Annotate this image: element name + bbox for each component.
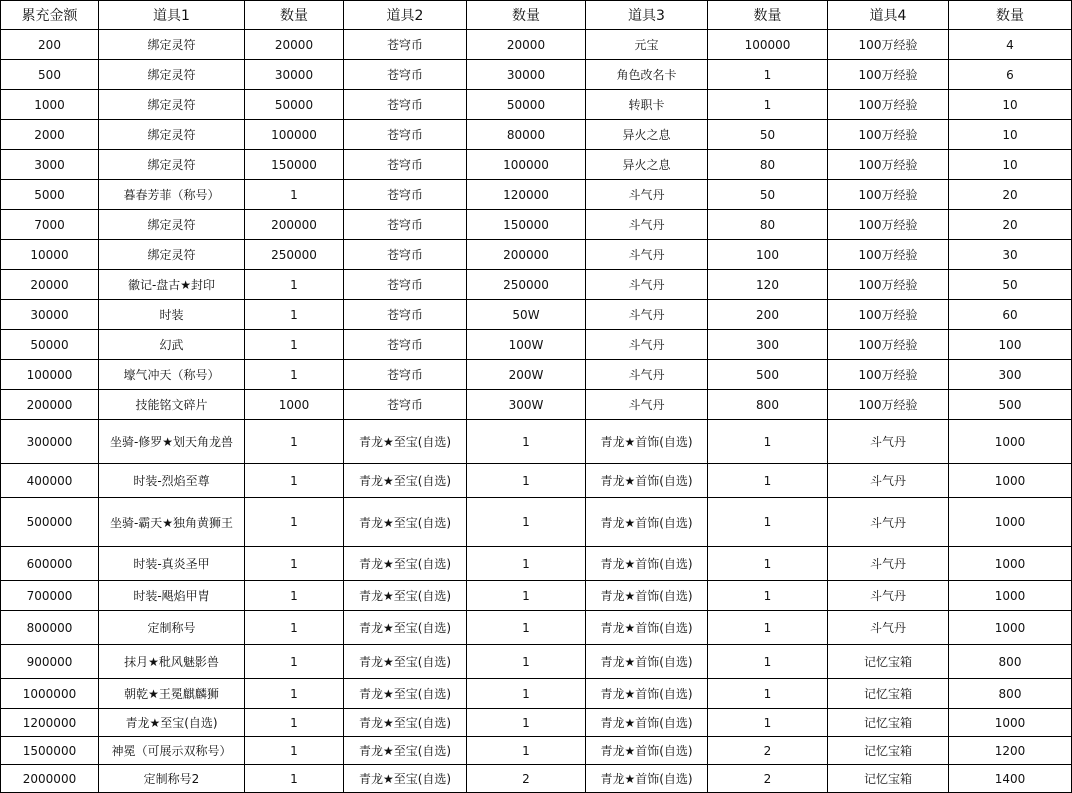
cell-item1: 绑定灵符 bbox=[99, 90, 245, 120]
table-row bbox=[1, 737, 1072, 765]
cell-item4: 100万经验 bbox=[828, 210, 949, 240]
cell-item4: 记忆宝箱 bbox=[828, 709, 949, 737]
cell-qty1: 1 bbox=[245, 330, 344, 360]
cell-qty4: 1000 bbox=[949, 547, 1072, 581]
cell-qty2: 2 bbox=[467, 765, 586, 793]
cell-item1: 时装-烈焰至尊 bbox=[99, 464, 245, 498]
cell-item1: 幻武 bbox=[99, 330, 245, 360]
header-item1: 道具1 bbox=[99, 1, 245, 30]
header-item3: 道具3 bbox=[586, 1, 708, 30]
cell-item4: 100万经验 bbox=[828, 270, 949, 300]
cell-item4: 记忆宝箱 bbox=[828, 679, 949, 709]
cell-item4: 100万经验 bbox=[828, 330, 949, 360]
cell-amount: 7000 bbox=[1, 210, 99, 240]
cell-qty4: 60 bbox=[949, 300, 1072, 330]
table-row bbox=[1, 498, 1072, 547]
cell-qty4: 1000 bbox=[949, 464, 1072, 498]
cell-qty2: 100000 bbox=[467, 150, 586, 180]
cell-qty2: 1 bbox=[467, 611, 586, 645]
cell-amount: 5000 bbox=[1, 180, 99, 210]
cell-amount: 600000 bbox=[1, 547, 99, 581]
table-row bbox=[1, 90, 1072, 120]
cell-item4: 斗气丹 bbox=[828, 547, 949, 581]
cell-qty1: 1 bbox=[245, 180, 344, 210]
cell-qty2: 50000 bbox=[467, 90, 586, 120]
cell-item3: 斗气丹 bbox=[586, 390, 708, 420]
cell-item4: 100万经验 bbox=[828, 60, 949, 90]
cell-qty1: 150000 bbox=[245, 150, 344, 180]
cell-amount: 500000 bbox=[1, 498, 99, 547]
cell-item1: 绑定灵符 bbox=[99, 60, 245, 90]
cell-item2: 青龙★至宝(自选) bbox=[344, 498, 467, 547]
cell-amount: 900000 bbox=[1, 645, 99, 679]
cell-item2: 青龙★至宝(自选) bbox=[344, 464, 467, 498]
cell-amount: 800000 bbox=[1, 611, 99, 645]
cell-item1: 壕气冲天（称号） bbox=[99, 360, 245, 390]
cell-item3: 角色改名卡 bbox=[586, 60, 708, 90]
cell-item2: 青龙★至宝(自选) bbox=[344, 679, 467, 709]
table-row bbox=[1, 390, 1072, 420]
cell-amount: 200 bbox=[1, 30, 99, 60]
cell-item4: 斗气丹 bbox=[828, 464, 949, 498]
table-row bbox=[1, 180, 1072, 210]
cell-item3: 青龙★首饰(自选) bbox=[586, 464, 708, 498]
cell-qty3: 1 bbox=[708, 709, 828, 737]
cell-amount: 700000 bbox=[1, 581, 99, 611]
cell-item2: 青龙★至宝(自选) bbox=[344, 420, 467, 464]
cell-item2: 苍穹币 bbox=[344, 390, 467, 420]
header-qty3: 数量 bbox=[708, 1, 828, 30]
cell-qty1: 1 bbox=[245, 270, 344, 300]
cell-item4: 100万经验 bbox=[828, 240, 949, 270]
cell-item4: 斗气丹 bbox=[828, 581, 949, 611]
cell-qty4: 800 bbox=[949, 679, 1072, 709]
cell-item3: 青龙★首饰(自选) bbox=[586, 645, 708, 679]
cell-qty2: 200W bbox=[467, 360, 586, 390]
cell-qty3: 1 bbox=[708, 581, 828, 611]
cell-qty1: 1 bbox=[245, 581, 344, 611]
cell-qty3: 50 bbox=[708, 180, 828, 210]
cell-qty3: 2 bbox=[708, 737, 828, 765]
cell-item3: 青龙★首饰(自选) bbox=[586, 737, 708, 765]
table-row bbox=[1, 60, 1072, 90]
cell-item2: 苍穹币 bbox=[344, 120, 467, 150]
table-body bbox=[1, 30, 1072, 793]
cell-item1: 绑定灵符 bbox=[99, 120, 245, 150]
cell-qty1: 1000 bbox=[245, 390, 344, 420]
cell-qty3: 100000 bbox=[708, 30, 828, 60]
cell-item1: 徽记-盘古★封印 bbox=[99, 270, 245, 300]
cell-item1: 神冕（可展示双称号） bbox=[99, 737, 245, 765]
cell-item3: 青龙★首饰(自选) bbox=[586, 420, 708, 464]
cell-qty3: 80 bbox=[708, 210, 828, 240]
cell-item1: 暮春芳菲（称号） bbox=[99, 180, 245, 210]
table-row bbox=[1, 547, 1072, 581]
cell-item3: 斗气丹 bbox=[586, 180, 708, 210]
table-row bbox=[1, 210, 1072, 240]
cell-qty4: 1000 bbox=[949, 709, 1072, 737]
cell-qty4: 500 bbox=[949, 390, 1072, 420]
cell-item1: 定制称号2 bbox=[99, 765, 245, 793]
cell-item2: 苍穹币 bbox=[344, 150, 467, 180]
cell-item3: 斗气丹 bbox=[586, 360, 708, 390]
cell-qty4: 1000 bbox=[949, 498, 1072, 547]
cell-qty2: 300W bbox=[467, 390, 586, 420]
cell-item2: 青龙★至宝(自选) bbox=[344, 611, 467, 645]
cell-item2: 苍穹币 bbox=[344, 270, 467, 300]
cell-qty1: 1 bbox=[245, 765, 344, 793]
cell-qty4: 4 bbox=[949, 30, 1072, 60]
cell-item2: 青龙★至宝(自选) bbox=[344, 765, 467, 793]
cell-item3: 青龙★首饰(自选) bbox=[586, 679, 708, 709]
cell-item3: 转职卡 bbox=[586, 90, 708, 120]
cell-item1: 绑定灵符 bbox=[99, 150, 245, 180]
cell-item3: 青龙★首饰(自选) bbox=[586, 611, 708, 645]
table-row bbox=[1, 120, 1072, 150]
cell-item4: 记忆宝箱 bbox=[828, 737, 949, 765]
cell-item3: 斗气丹 bbox=[586, 210, 708, 240]
cell-item1: 定制称号 bbox=[99, 611, 245, 645]
cell-item3: 青龙★首饰(自选) bbox=[586, 547, 708, 581]
cell-item1: 绑定灵符 bbox=[99, 210, 245, 240]
cell-qty4: 1400 bbox=[949, 765, 1072, 793]
cell-item1: 技能铭文碎片 bbox=[99, 390, 245, 420]
table-row bbox=[1, 709, 1072, 737]
cell-item2: 苍穹币 bbox=[344, 240, 467, 270]
table-row bbox=[1, 765, 1072, 793]
cell-item4: 100万经验 bbox=[828, 90, 949, 120]
cell-amount: 1200000 bbox=[1, 709, 99, 737]
cell-item3: 斗气丹 bbox=[586, 270, 708, 300]
cell-qty2: 50W bbox=[467, 300, 586, 330]
cell-qty3: 50 bbox=[708, 120, 828, 150]
table-row bbox=[1, 300, 1072, 330]
cell-amount: 2000000 bbox=[1, 765, 99, 793]
header-item4: 道具4 bbox=[828, 1, 949, 30]
cell-qty4: 1000 bbox=[949, 611, 1072, 645]
cell-item2: 苍穹币 bbox=[344, 30, 467, 60]
cell-qty1: 1 bbox=[245, 611, 344, 645]
cell-amount: 3000 bbox=[1, 150, 99, 180]
cell-qty2: 100W bbox=[467, 330, 586, 360]
cell-qty2: 1 bbox=[467, 498, 586, 547]
cell-qty1: 1 bbox=[245, 498, 344, 547]
cell-qty2: 1 bbox=[467, 737, 586, 765]
cell-amount: 2000 bbox=[1, 120, 99, 150]
cell-item2: 青龙★至宝(自选) bbox=[344, 645, 467, 679]
cell-qty1: 30000 bbox=[245, 60, 344, 90]
cell-amount: 100000 bbox=[1, 360, 99, 390]
cell-qty3: 1 bbox=[708, 547, 828, 581]
cell-item4: 100万经验 bbox=[828, 30, 949, 60]
cell-qty3: 800 bbox=[708, 390, 828, 420]
table-row bbox=[1, 330, 1072, 360]
cell-item2: 苍穹币 bbox=[344, 90, 467, 120]
cell-item4: 记忆宝箱 bbox=[828, 765, 949, 793]
cell-item3: 青龙★首饰(自选) bbox=[586, 581, 708, 611]
cell-qty3: 500 bbox=[708, 360, 828, 390]
cell-amount: 500 bbox=[1, 60, 99, 90]
table-row bbox=[1, 150, 1072, 180]
cell-item3: 斗气丹 bbox=[586, 330, 708, 360]
header-item2: 道具2 bbox=[344, 1, 467, 30]
cell-amount: 1000000 bbox=[1, 679, 99, 709]
cell-qty1: 1 bbox=[245, 645, 344, 679]
cell-qty3: 1 bbox=[708, 420, 828, 464]
cell-qty4: 10 bbox=[949, 90, 1072, 120]
cell-qty4: 10 bbox=[949, 150, 1072, 180]
cell-amount: 30000 bbox=[1, 300, 99, 330]
cell-item2: 青龙★至宝(自选) bbox=[344, 737, 467, 765]
cell-qty1: 50000 bbox=[245, 90, 344, 120]
cell-qty3: 100 bbox=[708, 240, 828, 270]
cell-item4: 100万经验 bbox=[828, 180, 949, 210]
cell-qty4: 10 bbox=[949, 120, 1072, 150]
cell-qty1: 1 bbox=[245, 360, 344, 390]
cell-item2: 青龙★至宝(自选) bbox=[344, 709, 467, 737]
cell-qty1: 1 bbox=[245, 464, 344, 498]
cell-amount: 1000 bbox=[1, 90, 99, 120]
cell-qty2: 20000 bbox=[467, 30, 586, 60]
cell-item1: 青龙★至宝(自选) bbox=[99, 709, 245, 737]
cell-item2: 青龙★至宝(自选) bbox=[344, 547, 467, 581]
cell-qty4: 100 bbox=[949, 330, 1072, 360]
cell-qty3: 200 bbox=[708, 300, 828, 330]
cell-item4: 100万经验 bbox=[828, 150, 949, 180]
cell-qty2: 1 bbox=[467, 547, 586, 581]
cell-qty1: 1 bbox=[245, 547, 344, 581]
cell-qty2: 1 bbox=[467, 709, 586, 737]
cell-qty3: 1 bbox=[708, 464, 828, 498]
cell-item1: 时装 bbox=[99, 300, 245, 330]
cell-qty1: 20000 bbox=[245, 30, 344, 60]
cell-item4: 斗气丹 bbox=[828, 498, 949, 547]
cell-qty1: 200000 bbox=[245, 210, 344, 240]
cell-item2: 苍穹币 bbox=[344, 180, 467, 210]
cell-qty2: 200000 bbox=[467, 240, 586, 270]
cell-qty3: 80 bbox=[708, 150, 828, 180]
cell-qty2: 1 bbox=[467, 679, 586, 709]
cell-qty3: 1 bbox=[708, 90, 828, 120]
cell-qty1: 1 bbox=[245, 709, 344, 737]
cell-item4: 斗气丹 bbox=[828, 611, 949, 645]
cell-qty4: 1000 bbox=[949, 420, 1072, 464]
cell-qty2: 250000 bbox=[467, 270, 586, 300]
cell-item4: 100万经验 bbox=[828, 390, 949, 420]
cell-item4: 记忆宝箱 bbox=[828, 645, 949, 679]
table-row bbox=[1, 611, 1072, 645]
cell-item3: 青龙★首饰(自选) bbox=[586, 709, 708, 737]
cell-qty4: 20 bbox=[949, 210, 1072, 240]
cell-item4: 斗气丹 bbox=[828, 420, 949, 464]
cell-item2: 青龙★至宝(自选) bbox=[344, 581, 467, 611]
cell-item3: 异火之息 bbox=[586, 120, 708, 150]
cell-item1: 时装-真炎圣甲 bbox=[99, 547, 245, 581]
cell-qty3: 1 bbox=[708, 645, 828, 679]
cell-qty3: 1 bbox=[708, 60, 828, 90]
cell-qty2: 150000 bbox=[467, 210, 586, 240]
cell-qty1: 1 bbox=[245, 420, 344, 464]
cell-item3: 元宝 bbox=[586, 30, 708, 60]
header-row bbox=[1, 1, 1072, 30]
table-row bbox=[1, 464, 1072, 498]
cell-amount: 20000 bbox=[1, 270, 99, 300]
cell-amount: 300000 bbox=[1, 420, 99, 464]
cell-item1: 时装-飓焰甲胄 bbox=[99, 581, 245, 611]
cell-qty2: 1 bbox=[467, 581, 586, 611]
cell-qty4: 1200 bbox=[949, 737, 1072, 765]
cell-amount: 50000 bbox=[1, 330, 99, 360]
cell-item2: 苍穹币 bbox=[344, 60, 467, 90]
cell-amount: 10000 bbox=[1, 240, 99, 270]
cell-item4: 100万经验 bbox=[828, 300, 949, 330]
table-row bbox=[1, 240, 1072, 270]
cell-item3: 青龙★首饰(自选) bbox=[586, 765, 708, 793]
cell-qty4: 1000 bbox=[949, 581, 1072, 611]
table-row bbox=[1, 679, 1072, 709]
cell-qty3: 2 bbox=[708, 765, 828, 793]
cell-qty2: 30000 bbox=[467, 60, 586, 90]
cell-item2: 苍穹币 bbox=[344, 360, 467, 390]
cell-qty4: 300 bbox=[949, 360, 1072, 390]
cell-amount: 200000 bbox=[1, 390, 99, 420]
cell-qty1: 250000 bbox=[245, 240, 344, 270]
cell-qty3: 300 bbox=[708, 330, 828, 360]
cell-qty2: 120000 bbox=[467, 180, 586, 210]
cell-qty4: 30 bbox=[949, 240, 1072, 270]
cell-item1: 朝乾★王冕麒麟狮 bbox=[99, 679, 245, 709]
cell-item3: 斗气丹 bbox=[586, 300, 708, 330]
cell-item4: 100万经验 bbox=[828, 360, 949, 390]
cell-item3: 青龙★首饰(自选) bbox=[586, 498, 708, 547]
cell-item3: 异火之息 bbox=[586, 150, 708, 180]
cell-amount: 400000 bbox=[1, 464, 99, 498]
cell-qty1: 100000 bbox=[245, 120, 344, 150]
cell-item1: 绑定灵符 bbox=[99, 240, 245, 270]
header-cumulative-amount: 累充金额 bbox=[1, 1, 99, 30]
cell-qty3: 1 bbox=[708, 679, 828, 709]
cell-item1: 坐骑-修罗★划天角龙兽 bbox=[99, 420, 245, 464]
cell-qty1: 1 bbox=[245, 300, 344, 330]
cell-qty3: 1 bbox=[708, 498, 828, 547]
cell-item1: 坐骑-霸天★独角黄狮王 bbox=[99, 498, 245, 547]
cell-qty3: 1 bbox=[708, 611, 828, 645]
cell-qty4: 6 bbox=[949, 60, 1072, 90]
cell-qty2: 1 bbox=[467, 645, 586, 679]
cell-qty1: 1 bbox=[245, 679, 344, 709]
cell-item1: 抹月★秕风魅影兽 bbox=[99, 645, 245, 679]
cell-item2: 苍穹币 bbox=[344, 210, 467, 240]
cell-item2: 苍穹币 bbox=[344, 300, 467, 330]
cell-item1: 绑定灵符 bbox=[99, 30, 245, 60]
table-row bbox=[1, 270, 1072, 300]
cell-item2: 苍穹币 bbox=[344, 330, 467, 360]
cell-qty4: 20 bbox=[949, 180, 1072, 210]
table-row bbox=[1, 581, 1072, 611]
table-row bbox=[1, 645, 1072, 679]
cell-qty4: 800 bbox=[949, 645, 1072, 679]
table-row bbox=[1, 30, 1072, 60]
cell-amount: 1500000 bbox=[1, 737, 99, 765]
cell-item4: 100万经验 bbox=[828, 120, 949, 150]
header-qty2: 数量 bbox=[467, 1, 586, 30]
cell-item3: 斗气丹 bbox=[586, 240, 708, 270]
cell-qty3: 120 bbox=[708, 270, 828, 300]
cell-qty2: 1 bbox=[467, 420, 586, 464]
cell-qty2: 1 bbox=[467, 464, 586, 498]
cell-qty2: 80000 bbox=[467, 120, 586, 150]
table-row bbox=[1, 360, 1072, 390]
cell-qty1: 1 bbox=[245, 737, 344, 765]
header-qty1: 数量 bbox=[245, 1, 344, 30]
header-qty4: 数量 bbox=[949, 1, 1072, 30]
cell-qty4: 50 bbox=[949, 270, 1072, 300]
table-row bbox=[1, 420, 1072, 464]
